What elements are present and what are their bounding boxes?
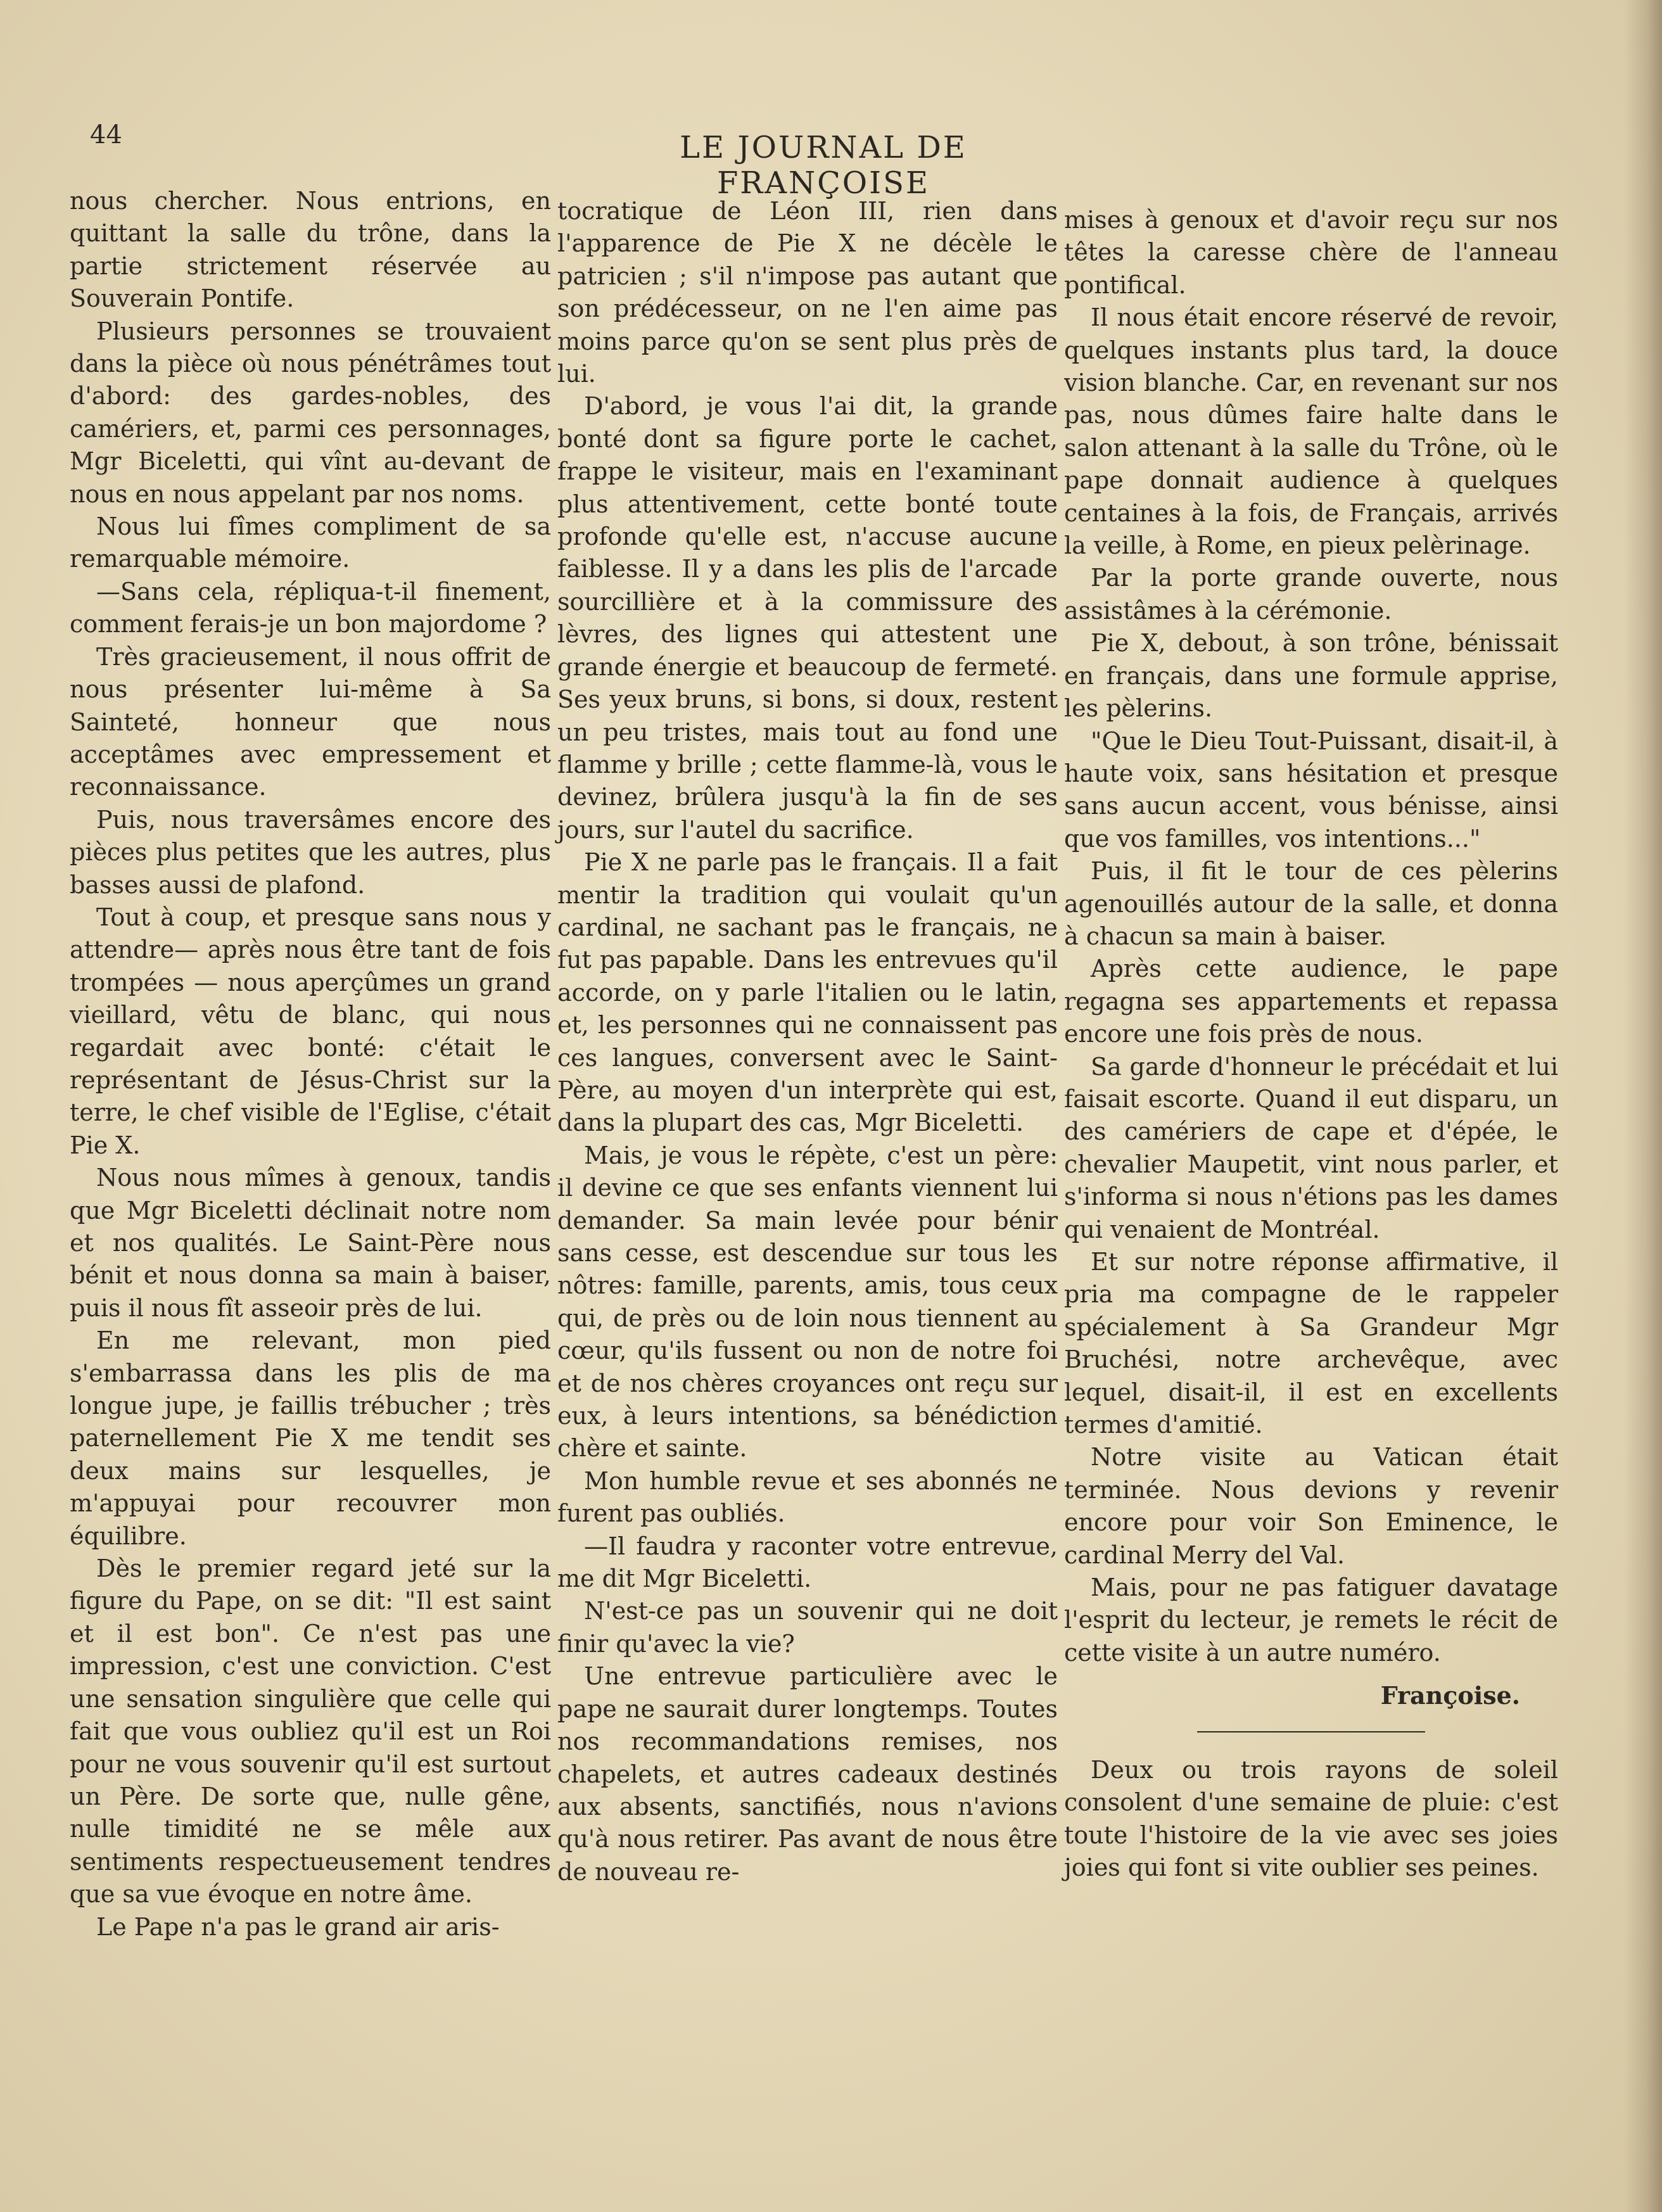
author-signature: Françoise.: [1380, 1681, 1520, 1710]
paragraph: —Sans cela, répliqua-t-il finement, comment ferais-je un bon majordome ?: [70, 577, 551, 639]
paragraph: nous chercher. Nous entrions, en quittant la salle du trône, dans la partie strictement réservée au Souverain Pontife.: [70, 187, 551, 313]
paragraph: Sa garde d'honneur le précédait et lui faisait escorte. Quand il eut disparu, un des camériers de cape et d'épée, le chevalier Maupetit, vint nous parler, et s'informa si nous n'étions pas les dames qui venaient de Montréal.: [1064, 1052, 1558, 1243]
running-head-title: LE JOURNAL DE FRANÇOISE: [680, 130, 967, 201]
paragraph: Puis, nous traversâmes encore des pièces plus petites que les autres, plus basses aussi de plafond.: [70, 805, 551, 899]
paragraph: Tout à coup, et presque sans nous y attendre— après nous être tant de fois trompées — nous aperçûmes un grand vieillard, vêtu de blanc, qui nous regardait avec bonté: c'était le représentant de Jésus-Christ sur la terre, le chef visible de l'Eglise, c'était Pie X.: [70, 903, 551, 1159]
paragraph: N'est-ce pas un souvenir qui ne doit finir qu'avec la vie?: [557, 1597, 1058, 1658]
paragraph: Plusieurs personnes se trouvaient dans la pièce où nous pénétrâmes tout d'abord: des gardes-nobles, des camériers, et, parmi ces personnages, Mgr Biceletti, qui vînt au-devant de nous en nous appelant par nos noms.: [70, 317, 551, 508]
paragraph: Dès le premier regard jeté sur la figure du Pape, on se dit: "Il est saint et il est bon". Ce n'est pas une impression, c'est une conviction. C'est une sensation singulière que celle qui fait que vous oubliez qu'il est un Roi pour ne vous souvenir qu'il est surtout un Père. De sorte que, nulle gêne, nulle timidité ne se mêle aux sentiments respectueusement tendres que sa vue évoque en notre âme.: [70, 1554, 551, 1909]
paragraph: Mais, je vous le répète, c'est un père: il devine ce que ses enfants viennent lui demander. Sa main levée pour bénir sans cesse, est descendue sur tous les nôtres: famille, parents, amis, tous ceux qui, de près ou de loin nous tiennent au cœur, qu'ils fussent ou non de notre foi et de nos chères croyances ont reçu sur eux, à leurs intentions, sa bénédiction chère et sainte.: [557, 1141, 1058, 1463]
text-column-2: [557, 195, 1058, 1888]
page-number: 44: [90, 120, 122, 149]
paragraph: Mais, pour ne pas fatiguer davatage l'esprit du lecteur, je remets le récit de cette visite à un autre numéro.: [1064, 1573, 1558, 1667]
paragraph: "Que le Dieu Tout-Puissant, disait-il, à haute voix, sans hésitation et presque sans aucun accent, vous bénisse, ainsi que vos familles, vos intentions...": [1064, 727, 1558, 853]
paragraph: Pie X ne parle pas le français. Il a fait mentir la tradition qui voulait qu'un cardinal, ne sachant pas le français, ne fut pas papable. Dans les entrevues qu'il accorde, on y parle l'italien ou le latin, et, les personnes qui ne connaissent pas ces langues, conversent avec le Saint-Père, au moyen d'un interprète qui est, dans la plupart des cas, Mgr Biceletti.: [557, 848, 1058, 1137]
paragraph: Notre visite au Vatican était terminée. Nous devions y revenir encore pour voir Son Eminence, le cardinal Merry del Val.: [1064, 1443, 1558, 1569]
paragraph: Nous lui fîmes compliment de sa remarquable mémoire.: [70, 512, 551, 573]
paragraph: tocratique de Léon III, rien dans l'apparence de Pie X ne décèle le patricien ; s'il n'impose pas autant que son prédécesseur, on ne l'en aime pas moins parce qu'on se sent plus près de lui.: [557, 197, 1058, 388]
paragraph: Une entrevue particulière avec le pape ne saurait durer longtemps. Toutes nos recommandations remises, nos chapelets, et autres cadeaux destinés aux absents, sanctifiés, nous n'avions qu'à nous retirer. Pas avant de nous être de nouveau re-: [557, 1662, 1058, 1886]
epigraph-paragraph: Deux ou trois rayons de soleil consolent d'une semaine de pluie: c'est toute l'histoire de la vie avec ses joies joies qui font si vite oublier ses peines.: [1064, 1755, 1558, 1881]
paragraph: —Il faudra y raconter votre entrevue, me dit Mgr Biceletti.: [557, 1532, 1058, 1593]
paragraph: En me relevant, mon pied s'embarrassa dans les plis de ma longue jupe, je faillis trébucher ; très paternellement Pie X me tendit ses deux mains sur lesquelles, je m'appuyai pour recouvrer mon équilibre.: [70, 1326, 551, 1550]
paragraph: Le Pape n'a pas le grand air aris-: [96, 1912, 500, 1941]
paragraph: Pie X, debout, à son trône, bénissait en français, dans une formule apprise, les pèlerins.: [1064, 629, 1558, 723]
text-column-1: [70, 185, 551, 1943]
paragraph: Par la porte grande ouverte, nous assistâmes à la cérémonie.: [1064, 564, 1558, 625]
text-column-3: [1064, 204, 1558, 1884]
paragraph: D'abord, je vous l'ai dit, la grande bonté dont sa figure porte le cachet, frappe le visiteur, mais en l'examinant plus attentivement, cette bonté toute profonde qu'elle est, n'accuse aucune faiblesse. Il y a dans les plis de l'arcade sourcillière et à la commissure des lèvres, des lignes qui attestent une grande énergie et beaucoup de fermeté. Ses yeux bruns, si bons, si doux, restent un peu tristes, mais tout au fond une flamme y brille ; cette flamme-là, vous le devinez, brûlera jusqu'à la fin de ses jours, sur l'autel du sacrifice.: [557, 392, 1058, 844]
paragraph: mises à genoux et d'avoir reçu sur nos têtes la caresse chère de l'anneau pontifical.: [1064, 206, 1558, 299]
paragraph: Puis, il fit le tour de ces pèlerins agenouillés autour de la salle, et donna à chacun sa main à baiser.: [1064, 857, 1558, 950]
paragraph: Mon humble revue et ses abonnés ne furent pas oubliés.: [557, 1466, 1058, 1528]
paragraph: Après cette audience, le pape regagna ses appartements et repassa encore une fois près de nous.: [1064, 955, 1558, 1048]
paragraph: Il nous était encore réservé de revoir, quelques instants plus tard, la douce vision blanche. Car, en revenant sur nos pas, nous dûmes faire halte dans le salon attenant à la salle du Trône, où le pape donnait audience à quelques centaines à la fois, de Français, arrivés la veille, à Rome, en pieux pelèrinage.: [1064, 303, 1558, 560]
page-binding-shadow: [1624, 0, 1662, 2212]
section-divider: [1197, 1731, 1425, 1732]
paragraph: Et sur notre réponse affirmative, il pria ma compagne de le rappeler spécialement à Sa Grandeur Mgr Bruchési, notre archevêque, avec lequel, disait-il, il est en excellents termes d'amitié.: [1064, 1248, 1558, 1439]
paragraph: Nous nous mîmes à genoux, tandis que Mgr Biceletti déclinait notre nom et nos qualités. Le Saint-Père nous bénit et nous donna sa main à baiser, puis il nous fît asseoir près de lui.: [70, 1164, 551, 1322]
paragraph: Très gracieusement, il nous offrit de nous présenter lui-même à Sa Sainteté, honneur que nous acceptâmes avec empressement et reconnaissance.: [70, 642, 551, 801]
